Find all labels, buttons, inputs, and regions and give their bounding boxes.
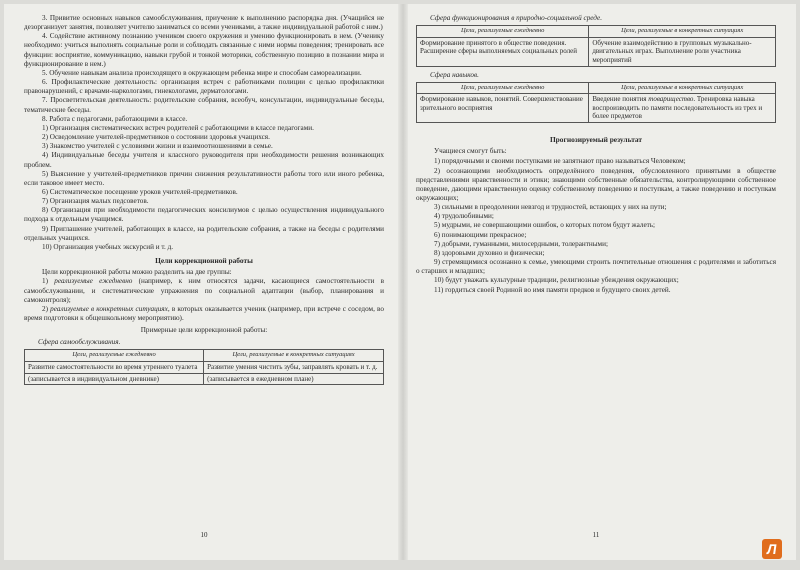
paragraph: Цели коррекционной работы можно разделить на две группы: bbox=[42, 268, 232, 277]
sphere-label: Сфера самообслуживания. bbox=[38, 338, 121, 347]
table-cell: Развитие умения чистить зубы, заправлять кровать и т. д. bbox=[204, 362, 384, 374]
paragraph-rest: , в которых оказывается ученик (например, при встрече с соседом, во время подготовки к общешкольному мероприятию). bbox=[24, 304, 384, 322]
list-item: 8) здоровыми духовно и физически; bbox=[434, 248, 545, 257]
list-marker: 1) bbox=[42, 277, 48, 286]
goals-table bbox=[416, 25, 776, 66]
paragraph: 8. Работа с педагогами, работающими в классе. bbox=[42, 114, 188, 123]
list-item: 7) добрыми, гуманными, милосердными, толерантными; bbox=[434, 239, 608, 248]
cell-text: Введение понятия bbox=[592, 95, 647, 104]
paragraph: 6. Профилактические деятельность: организация встреч с работниками полиции с целью профилактики правонарушений, с врачами-наркологами, гинекологами, дерматологами. bbox=[24, 78, 384, 96]
paragraph: 3. Привитие основных навыков самообслуживания, приучение к выполнению распорядка дня. (Учащийся не дезорганизует занятия, позволяет учителю заниматься со всеми учениками, а также индивидуальной работой с ним.) bbox=[24, 14, 384, 32]
list-item: 3) сильными в преодолении невзгод и трудностей, встающих у них на пути; bbox=[434, 203, 667, 212]
section-heading: Цели коррекционной работы bbox=[155, 256, 253, 266]
list-item: 4) трудолюбивыми; bbox=[434, 212, 494, 221]
examples-title: Примерные цели коррекционной работы: bbox=[140, 326, 268, 335]
paragraph: 7) Организация малых педсоветов. bbox=[42, 197, 149, 206]
paragraph: 10) Организация учебных экскурсий и т. д. bbox=[42, 242, 174, 251]
list-item: 2) осознающими необходимость определённого поведения, обусловленного принятыми в обществе представлениями нравственности и этики; знающими собственные обязательства, контролирующими собственное поведение, дающими нравственную оценку собственному поведению и поступкам, а также поведению и поступкам окружающих; bbox=[416, 166, 776, 202]
paragraph: 9) Приглашение учителей, работающих в классе, на родительские собрания, а также на беседы с родителями отдельных учащихся. bbox=[24, 224, 384, 242]
logo-letter: Л bbox=[765, 541, 779, 557]
table-cell: Обучение взаимодействию в групповых музыкально-двигательных играх. Выполнение роли участника мероприятий bbox=[589, 37, 776, 66]
paragraph: 6) Систематическое посещение уроков учителей-предметников. bbox=[42, 187, 238, 196]
table-header: Цели, реализуемые ежедневно bbox=[417, 82, 589, 94]
paragraph-rest: (например, к ним относятся задачи, касающиеся самостоятельности в самообслуживании, и систематические упражнения по социальной адаптации (выбор, планирования и самоконтроля); bbox=[24, 277, 384, 304]
table-header: Цели, реализуемые в конкретных ситуациях bbox=[589, 26, 776, 38]
paragraph bbox=[24, 277, 384, 304]
table-cell: (записывается в ежедневном плане) bbox=[204, 373, 384, 385]
table-cell bbox=[589, 94, 776, 123]
list-item: 9) стремящимися осознанно к семье, умеющими строить почтительные отношения с родителями и заботиться о старших и младших; bbox=[416, 258, 776, 276]
paragraph bbox=[24, 305, 384, 323]
table-cell: Развитие самостоятельности во время утреннего туалета bbox=[25, 362, 204, 374]
cell-text: . Тренировка навыка воспроизводить по памяти последовательность из трех и более предметов bbox=[592, 95, 763, 121]
publisher-logo-icon bbox=[762, 539, 782, 559]
paragraph: 8) Организация при необходимости педагогических консилиумов с целью осуществления индивидуального подхода к отдельным учащимся. bbox=[24, 206, 384, 224]
list-item: 5) мудрыми, не совершающими ошибок, о которых потом будут жалеть; bbox=[434, 221, 656, 230]
paragraph: 5. Обучение навыкам анализа происходящего в окружающем ребенка мире и способам самореализации. bbox=[42, 68, 362, 77]
list-item: 1) порядочными и своими поступками не запятнают право называться Человеком; bbox=[434, 157, 686, 166]
page-number: 11 bbox=[592, 530, 600, 539]
paragraph: 5) Выяснение у учителей-предметников причин снижения результативности работы того или иного ребенка, если таковое имеет место. bbox=[24, 169, 384, 187]
section-heading: Прогнозируемый результат bbox=[549, 135, 643, 145]
table-header: Цели, реализуемые в конкретных ситуациях bbox=[589, 82, 776, 94]
table-header: Цели, реализуемые в конкретных ситуациях bbox=[204, 350, 384, 362]
table-cell: (записывается в индивидуальном дневнике) bbox=[25, 373, 204, 385]
paragraph: 1) Организация систематических встреч родителей с работающими в классе педагогами. bbox=[42, 123, 314, 132]
page-number: 10 bbox=[200, 530, 208, 539]
list-item: 6) понимающими прекрасное; bbox=[434, 230, 527, 239]
table-cell: Формирование принятого в обществе поведения. Расширение сферы выполняемых социальных ролей bbox=[417, 37, 589, 66]
paragraph: 7. Просветительская деятельность: родительские собрания, всеобуч, консультации, индивидуальные беседы, тематические беседы. bbox=[24, 96, 384, 114]
table-cell: Формирование навыков, понятий. Совершенствование зрительного восприятия bbox=[417, 94, 589, 123]
emphasis: товарищество bbox=[648, 95, 694, 104]
paragraph: 4) Индивидуальные беседы учителя и классного руководителя при необходимости решения возникающих проблем. bbox=[24, 151, 384, 169]
emphasis: реализуемые ежедневно bbox=[54, 277, 133, 286]
list-item: 10) будут уважать культурные традиции, религиозные убеждения окружающих; bbox=[434, 276, 679, 285]
right-page bbox=[416, 14, 779, 570]
list-marker: 2) bbox=[42, 304, 48, 313]
table-header: Цели, реализуемые ежедневно bbox=[417, 26, 589, 38]
paragraph: 2) Осведомление учителей-предметников о состоянии здоровья учащихся. bbox=[42, 133, 270, 142]
paragraph: 3) Знакомство учителей с условиями жизни и взаимоотношениями в семье. bbox=[42, 142, 273, 151]
sphere-label: Сфера функционирования в природно-социальной среде. bbox=[430, 14, 603, 22]
sphere-label: Сфера навыков. bbox=[430, 70, 479, 79]
book-spread bbox=[4, 4, 796, 560]
goals-table bbox=[24, 349, 384, 385]
emphasis: реализуемые в конкретных ситуациях bbox=[50, 304, 168, 313]
paragraph: 4. Содействие активному познанию учеником своего окружения и умению функционировать в нем. (Ученику необходимо: учиться выполнять социальные роли и соблюдать связанные с ними нормы поведения; тренировать все функции: восприятие, коммуникацию, навыки грубой и тонкой моторики, собственную позицию в познании мира и функционирование в нем.) bbox=[24, 32, 384, 68]
book-gutter bbox=[398, 4, 408, 560]
left-page bbox=[24, 14, 384, 570]
table-header: Цели, реализуемые ежедневно bbox=[25, 350, 204, 362]
list-item: 11) гордиться своей Родиной во имя памяти предков и будущего своих детей. bbox=[434, 285, 671, 294]
paragraph: Учащиеся смогут быть: bbox=[434, 147, 507, 156]
goals-table bbox=[416, 82, 776, 123]
